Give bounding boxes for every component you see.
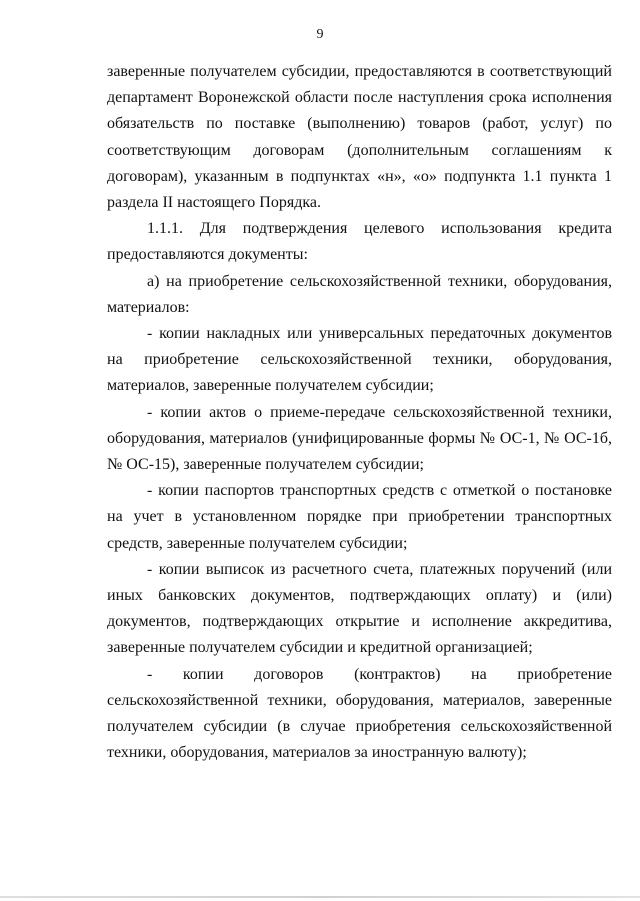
list-item-bank-statements: - копии выписок из расчетного счета, платежных поручений (или иных банковских документов, подтверждающих оплату) и (или) документов, подтверждающих открытие и исполнение аккредитива, заверенные получателем субсидии и кредитной организацией; [107, 560, 612, 657]
list-item-contracts: - копии договоров (контрактов) на приобретение сельскохозяйственной техники, оборудования, материалов, заверенные получателем субсидии (в случае приобретения сельскохозяйственной техники, оборудования, материалов за иностранную валюту); [107, 665, 612, 762]
list-item-vehicle-passports: - копии паспортов транспортных средств с отметкой о постановке на учет в установленном порядке при приобретении транспортных средств, заверенные получателем субсидии; [107, 482, 612, 552]
page-number: 9 [316, 27, 324, 42]
paragraph-item-a: а) на приобретение сельскохозяйственной техники, оборудования, материалов: [107, 272, 612, 316]
page-bottom-edge [0, 896, 640, 898]
paragraph-continuation: заверенные получателем субсидии, предоставляются в соответствующий департамент Воронежской области после наступления срока исполнения обязательств по поставке (выполнению) товаров (работ, услуг) по соответствующим договорам (дополнительным соглашениям к договорам), указанным в подпунктах «н», «о» подпункта 1.1 пункта 1 раздела II настоящего Порядка. [107, 63, 612, 212]
paragraph-1-1-1: 1.1.1. Для подтверждения целевого использования кредита предоставляются документы: [107, 220, 612, 264]
list-item-acceptance-acts: - копии актов о приеме-передаче сельскохозяйственной техники, оборудования, материалов (унифицированные формы № ОС-1, № ОС-1б, № ОС-15), заверенные получателем субсидии; [107, 403, 612, 474]
list-item-invoices: - копии накладных или универсальных передаточных документов на приобретение сельскохозяйственной техники, оборудования, материалов, заверенные получателем субсидии; [107, 325, 612, 395]
document-body [107, 59, 612, 766]
